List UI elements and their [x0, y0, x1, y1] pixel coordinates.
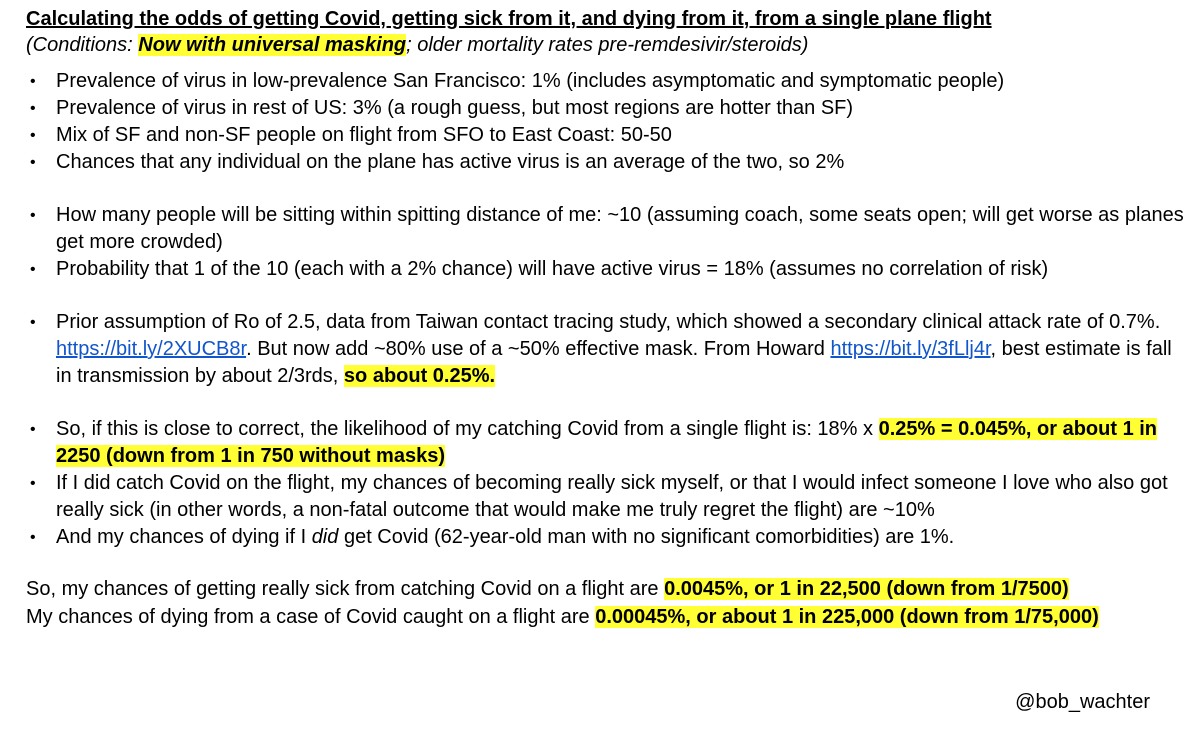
list-item: • Mix of SF and non-SF people on flight from SFO to East Coast: 50-50	[26, 122, 1186, 149]
list-item: • Prevalence of virus in low-prevalence San Francisco: 1% (includes asymptomatic and symptomatic people)	[26, 68, 1186, 95]
list-item: • Prevalence of virus in rest of US: 3% (a rough guess, but most regions are hotter than SF)	[26, 95, 1186, 122]
dying-text-italic: did	[311, 526, 339, 548]
subtitle-highlight: Now with universal masking	[138, 34, 407, 56]
list-item: • Probability that 1 of the 10 (each with a 2% chance) will have active virus = 18% (assumes no correlation of risk)	[26, 256, 1186, 283]
subtitle-suffix: ; older mortality rates pre-remdesivir/steroids)	[406, 34, 809, 56]
exposure-list	[26, 202, 1200, 283]
risk-list	[26, 416, 1200, 551]
prevalence-list	[26, 68, 1200, 176]
transmission-highlight: so about 0.25%.	[343, 365, 496, 387]
conclusion-dying-text: My chances of dying from a case of Covid caught on a flight are	[26, 606, 596, 628]
conclusion-sick	[26, 575, 1200, 603]
taiwan-study-link[interactable]: https://bit.ly/2XUCB8r	[56, 338, 247, 360]
dying-text-prefix: And my chances of dying if I	[56, 526, 312, 548]
catch-risk-highlight: 0.25% = 0.045%, or about 1 in 2250 (down from 1 in 750 without masks)	[56, 418, 1158, 467]
list-item	[26, 524, 1186, 551]
catch-risk-text: So, if this is close to correct, the likelihood of my catching Covid from a single flight is: 18% x	[56, 418, 879, 440]
document-subtitle	[26, 32, 1200, 58]
conclusion-sick-text: So, my chances of getting really sick from catching Covid on a flight are	[26, 578, 665, 600]
list-item: • How many people will be sitting within spitting distance of me: ~10 (assuming coach, some seats open; will get worse as planes get more crowded)	[26, 202, 1186, 256]
subtitle-prefix: (Conditions:	[26, 34, 139, 56]
transmission-text-3: , best estimate is fall in transmission by about 2/3rds,	[56, 338, 1172, 387]
conclusion-dying	[26, 603, 1200, 631]
dying-text-suffix: get Covid (62-year-old man with no significant comorbidities) are 1%.	[338, 526, 955, 548]
list-item: • Chances that any individual on the plane has active virus is an average of the two, so 2%	[26, 149, 1186, 176]
list-item	[26, 309, 1186, 390]
list-item: • If I did catch Covid on the flight, my chances of becoming really sick myself, or that I would infect someone I love who also got really sick (in other words, a non-fatal outcome that would make me truly regret the flight) are ~10%	[26, 470, 1186, 524]
howard-study-link[interactable]: https://bit.ly/3fLlj4r	[830, 338, 991, 360]
conclusion	[26, 575, 1200, 631]
author-handle: @bob_wachter	[1015, 691, 1150, 713]
transmission-text-2: . But now add ~80% use of a ~50% effective mask. From Howard	[246, 338, 831, 360]
list-item	[26, 416, 1186, 470]
conclusion-sick-highlight: 0.0045%, or 1 in 22,500 (down from 1/7500)	[664, 578, 1069, 600]
transmission-list	[26, 309, 1200, 390]
transmission-text-1: Prior assumption of Ro of 2.5, data from Taiwan contact tracing study, which showed a secondary clinical attack rate of 0.7%.	[56, 311, 1161, 333]
conclusion-dying-highlight: 0.00045%, or about 1 in 225,000 (down from 1/75,000)	[595, 606, 1099, 628]
document-title: Calculating the odds of getting Covid, getting sick from it, and dying from it, from a single plane flight	[26, 8, 992, 30]
